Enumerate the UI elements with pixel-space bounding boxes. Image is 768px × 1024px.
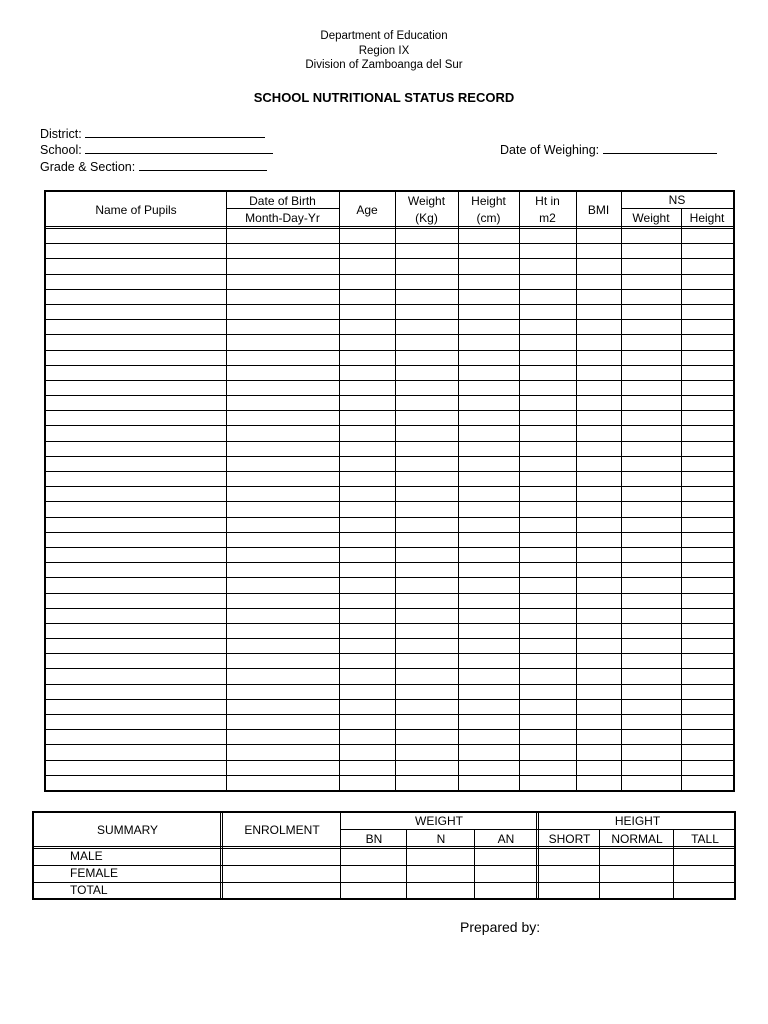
department-name: Department of Education: [320, 30, 448, 42]
header-subdivider: [226, 208, 339, 209]
table-row: [46, 577, 733, 578]
table-row: [46, 334, 733, 335]
table-column-divider: [576, 192, 577, 790]
school-label: School:: [40, 143, 82, 157]
table-row: [46, 517, 733, 518]
table-row: [46, 744, 733, 745]
table-row: [46, 593, 733, 594]
table-column-divider: [519, 192, 520, 790]
grade-section-field[interactable]: [40, 159, 267, 174]
table-row: [46, 410, 733, 411]
nutritional-status-table: [44, 190, 735, 792]
district-label: District:: [40, 127, 82, 141]
summary-row-total: TOTAL: [70, 883, 108, 897]
date-of-weighing-label: Date of Weighing:: [500, 143, 600, 157]
col-weight: Weight: [407, 194, 446, 208]
table-row: [46, 456, 733, 457]
summary-column-divider: [406, 830, 407, 898]
school-field[interactable]: [40, 142, 273, 157]
header-bottom-rule: [46, 228, 733, 229]
table-row: [46, 668, 733, 669]
height-header: HEIGHT: [614, 814, 661, 828]
table-column-divider: [681, 208, 682, 790]
table-column-divider: [621, 192, 622, 790]
district-field[interactable]: [40, 126, 265, 141]
table-row: [46, 395, 733, 396]
summary-header: SUMMARY: [96, 823, 159, 837]
col-name-of-pupils: Name of Pupils: [95, 203, 177, 217]
summary-row-female: FEMALE: [70, 866, 119, 880]
summary-table: [32, 811, 736, 900]
table-column-divider: [395, 192, 396, 790]
table-row: [46, 623, 733, 624]
table-row: [46, 562, 733, 563]
table-row: [46, 775, 733, 776]
col-bmi: BMI: [587, 203, 610, 217]
summary-column-divider: [599, 830, 600, 898]
summary-row-male: MALE: [70, 849, 103, 863]
table-row: [46, 380, 733, 381]
grade-section-blank[interactable]: [139, 159, 267, 171]
table-row: [46, 699, 733, 700]
col-age: Age: [356, 203, 378, 217]
col-ht-in: Ht in: [535, 194, 560, 208]
summary-column-divider: [340, 813, 341, 898]
summary-row-divider: [34, 882, 734, 883]
col-ht-unit: m2: [539, 211, 556, 225]
table-row: [46, 684, 733, 685]
an-header: AN: [497, 832, 515, 846]
table-row: [46, 638, 733, 639]
district-blank[interactable]: [85, 126, 265, 138]
table-row: [46, 760, 733, 761]
region-name: Region IX: [358, 45, 410, 57]
table-row: [46, 471, 733, 472]
prepared-by-label: Prepared by:: [460, 919, 541, 935]
summary-column-divider: [220, 813, 221, 898]
header-bottom-rule: [46, 226, 733, 227]
header-subdivider: [621, 208, 733, 209]
summary-column-divider: [474, 830, 475, 898]
table-row: [46, 729, 733, 730]
date-of-weighing-blank[interactable]: [603, 142, 717, 154]
col-date-of-birth: Date of Birth: [249, 194, 316, 208]
table-row: [46, 653, 733, 654]
table-row: [46, 289, 733, 290]
table-row: [46, 319, 733, 320]
table-row: [46, 547, 733, 548]
table-row: [46, 258, 733, 259]
summary-column-divider: [536, 813, 537, 898]
col-month-day-yr: Month-Day-Yr: [245, 211, 320, 225]
table-row: [46, 608, 733, 609]
summary-column-divider: [673, 830, 674, 898]
bn-header: BN: [365, 832, 383, 846]
table-row: [46, 501, 733, 502]
division-name: Division of Zamboanga del Sur: [305, 59, 463, 71]
table-row: [46, 304, 733, 305]
short-header: SHORT: [548, 832, 591, 846]
weight-header: WEIGHT: [415, 814, 463, 828]
col-ns-weight: Weight: [632, 211, 670, 225]
grade-section-label: Grade & Section:: [40, 160, 136, 174]
summary-column-divider: [222, 813, 223, 898]
col-ns-height: Height: [689, 211, 725, 225]
table-column-divider: [339, 192, 340, 790]
table-row: [46, 365, 733, 366]
summary-header-bottom-rule: [34, 846, 734, 847]
table-row: [46, 274, 733, 275]
table-column-divider: [458, 192, 459, 790]
normal-header: NORMAL: [611, 832, 663, 846]
summary-row-divider: [34, 865, 734, 866]
n-header: N: [436, 832, 446, 846]
table-row: [46, 350, 733, 351]
table-row: [46, 532, 733, 533]
summary-header-bottom-rule: [34, 848, 734, 849]
col-height: Height: [471, 194, 506, 208]
school-blank[interactable]: [85, 142, 273, 154]
col-ns: NS: [668, 193, 686, 207]
table-row: [46, 714, 733, 715]
table-row: [46, 441, 733, 442]
col-height-unit: (cm): [476, 211, 501, 225]
table-row: [46, 486, 733, 487]
table-column-divider: [226, 192, 227, 790]
summary-header-subdivider: [340, 829, 736, 830]
date-of-weighing-field[interactable]: [500, 142, 717, 157]
table-row: [46, 425, 733, 426]
summary-column-divider: [538, 813, 539, 898]
page-title: SCHOOL NUTRITIONAL STATUS RECORD: [253, 90, 515, 105]
table-row: [46, 243, 733, 244]
col-weight-unit: (Kg): [415, 211, 438, 225]
enrolment-header: ENROLMENT: [244, 823, 320, 837]
tall-header: TALL: [691, 832, 719, 846]
